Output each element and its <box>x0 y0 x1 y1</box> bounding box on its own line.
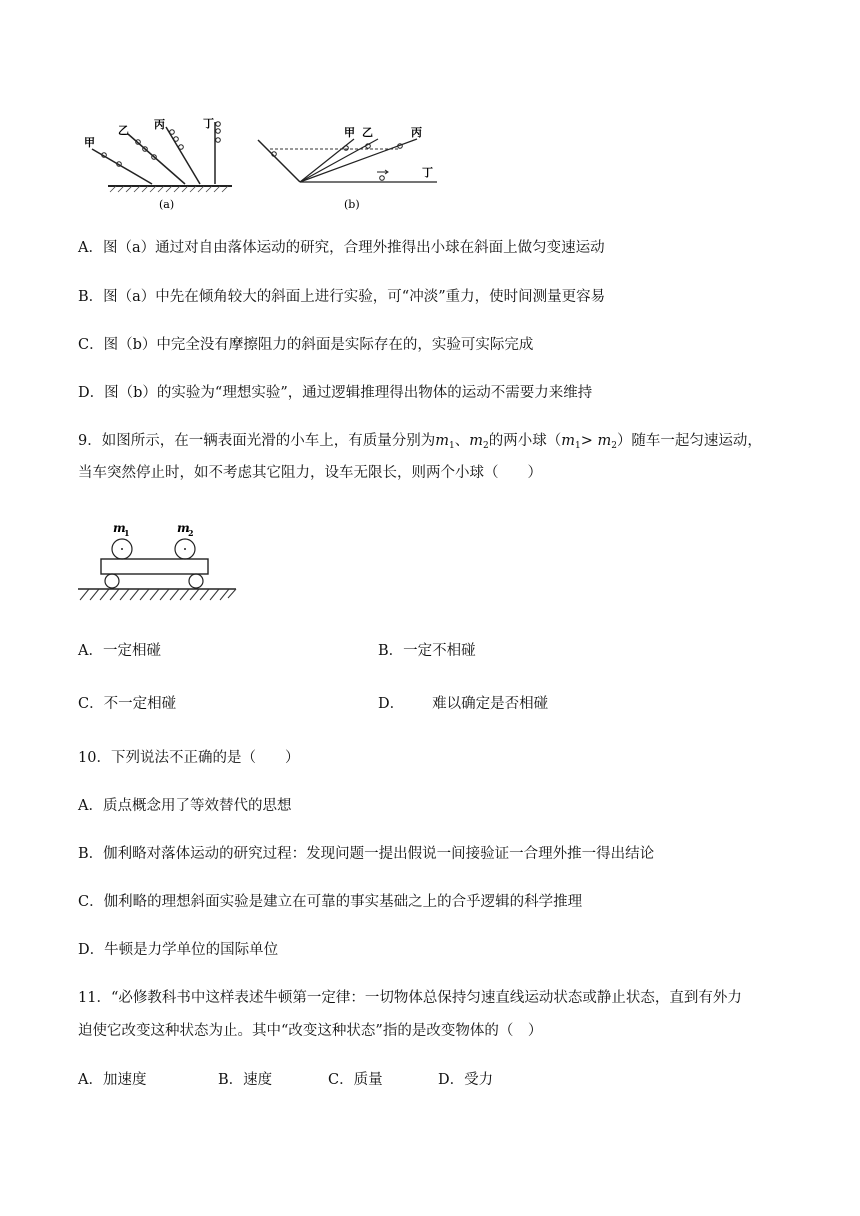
label-a-bing: 丙 <box>154 118 165 131</box>
cart-body <box>101 559 208 574</box>
cart-label-m1-sub: 1 <box>124 528 130 538</box>
q8-option-a: A．图（a）通过对自由落体运动的研究，合理外推得出小球在斜面上做匀变速运动 <box>78 240 605 256</box>
q9-m2-compare-sub: 2 <box>611 441 617 451</box>
q9-sep: 、 <box>454 433 470 449</box>
cart-wheel-right <box>189 574 203 588</box>
q9-m2: m <box>469 433 483 449</box>
q9-stem-c: ）随车一起匀速运动， <box>616 433 762 449</box>
caption-a: (a) <box>159 198 175 211</box>
label-a-ding: 丁 <box>203 117 214 130</box>
label-b-bing: 丙 <box>411 126 422 139</box>
q11-stem-line2: 迫使它改变这种状态为止。其中“改变这种状态”指的是改变物体的（ ） <box>78 1023 543 1039</box>
q10-option-d: D．牛顿是力学单位的国际单位 <box>78 942 279 958</box>
q11-option-b: B．速度 <box>218 1072 273 1088</box>
label-b-ding: 丁 <box>422 166 433 179</box>
q9-m1-compare: m <box>561 433 575 449</box>
cart-label-m2: m <box>177 521 190 535</box>
q8-option-c: C．图（b）中完全没有摩擦阻力的斜面是实际存在的，实验可实际完成 <box>78 337 534 353</box>
label-a-jia: 甲 <box>84 136 95 149</box>
q9-gt: > <box>580 433 598 449</box>
cart-with-balls-diagram <box>76 518 241 606</box>
q11-option-c: C．质量 <box>328 1072 383 1088</box>
q10-option-c: C．伽利略的理想斜面实验是建立在可靠的事实基础之上的合乎逻辑的科学推理 <box>78 894 583 910</box>
incline-experiments-figure <box>82 112 452 217</box>
cart-label-m1: m <box>113 521 126 535</box>
q10-option-a: A．质点概念用了等效替代的思想 <box>78 798 292 814</box>
q9-m1: m <box>435 433 449 449</box>
caption-b: (b) <box>344 198 360 211</box>
q9-m1-compare-sub: 1 <box>574 441 581 451</box>
q9-option-d-letter: D． <box>378 696 405 712</box>
cart-figure <box>76 518 241 606</box>
q9-stem-b: 的两小球（ <box>488 433 562 449</box>
incline-jia <box>92 149 152 184</box>
label-b-yi: 乙 <box>362 126 373 139</box>
q9-m2-sub: 2 <box>482 441 489 451</box>
q9-stem-a: 9．如图所示，在一辆表面光滑的小车上，有质量分别为 <box>78 433 436 449</box>
q10-stem: 10．下列说法不正确的是（ ） <box>78 750 300 766</box>
q9-m1-sub: 1 <box>448 441 455 451</box>
q11-option-a: A．加速度 <box>78 1072 147 1088</box>
label-b-jia: 甲 <box>344 126 355 139</box>
q8-option-b: B．图（a）中先在倾角较大的斜面上进行实验，可“冲淡”重力，使时间测量更容易 <box>78 289 606 305</box>
incline-bing <box>166 127 200 184</box>
q9-option-c: C．不一定相碰 <box>78 696 177 712</box>
q11-option-d: D．受力 <box>438 1072 494 1088</box>
q10-option-b: B．伽利略对落体运动的研究过程：发现问题一提出假说一间接验证一合理外推一得出结论 <box>78 846 655 862</box>
q9-stem-line2: 当车突然停止时，如不考虑其它阻力，设车无限长，则两个小球（ ） <box>78 465 542 481</box>
q9-option-a: A．一定相碰 <box>78 643 161 659</box>
q8-option-d: D．图（b）的实验为“理想实验”，通过逻辑推理得出物体的运动不需要力来维持 <box>78 385 593 401</box>
q9-option-d-text: 难以确定是否相碰 <box>432 696 549 712</box>
q9-m2-compare: m <box>597 433 612 449</box>
figure-ab <box>82 112 452 217</box>
q9-stem-line1 <box>78 431 762 456</box>
label-a-yi: 乙 <box>118 124 129 137</box>
q9-option-b: B．一定不相碰 <box>378 643 476 659</box>
cart-wheel-left <box>105 574 119 588</box>
q11-stem-line1: 11．“必修教科书中这样表述牛顿第一定律：一切物体总保持匀速直线运动状态或静止状态，直到有外力 <box>78 990 742 1006</box>
cart-label-m2-sub: 2 <box>188 528 194 538</box>
q9-option-d <box>378 694 548 714</box>
